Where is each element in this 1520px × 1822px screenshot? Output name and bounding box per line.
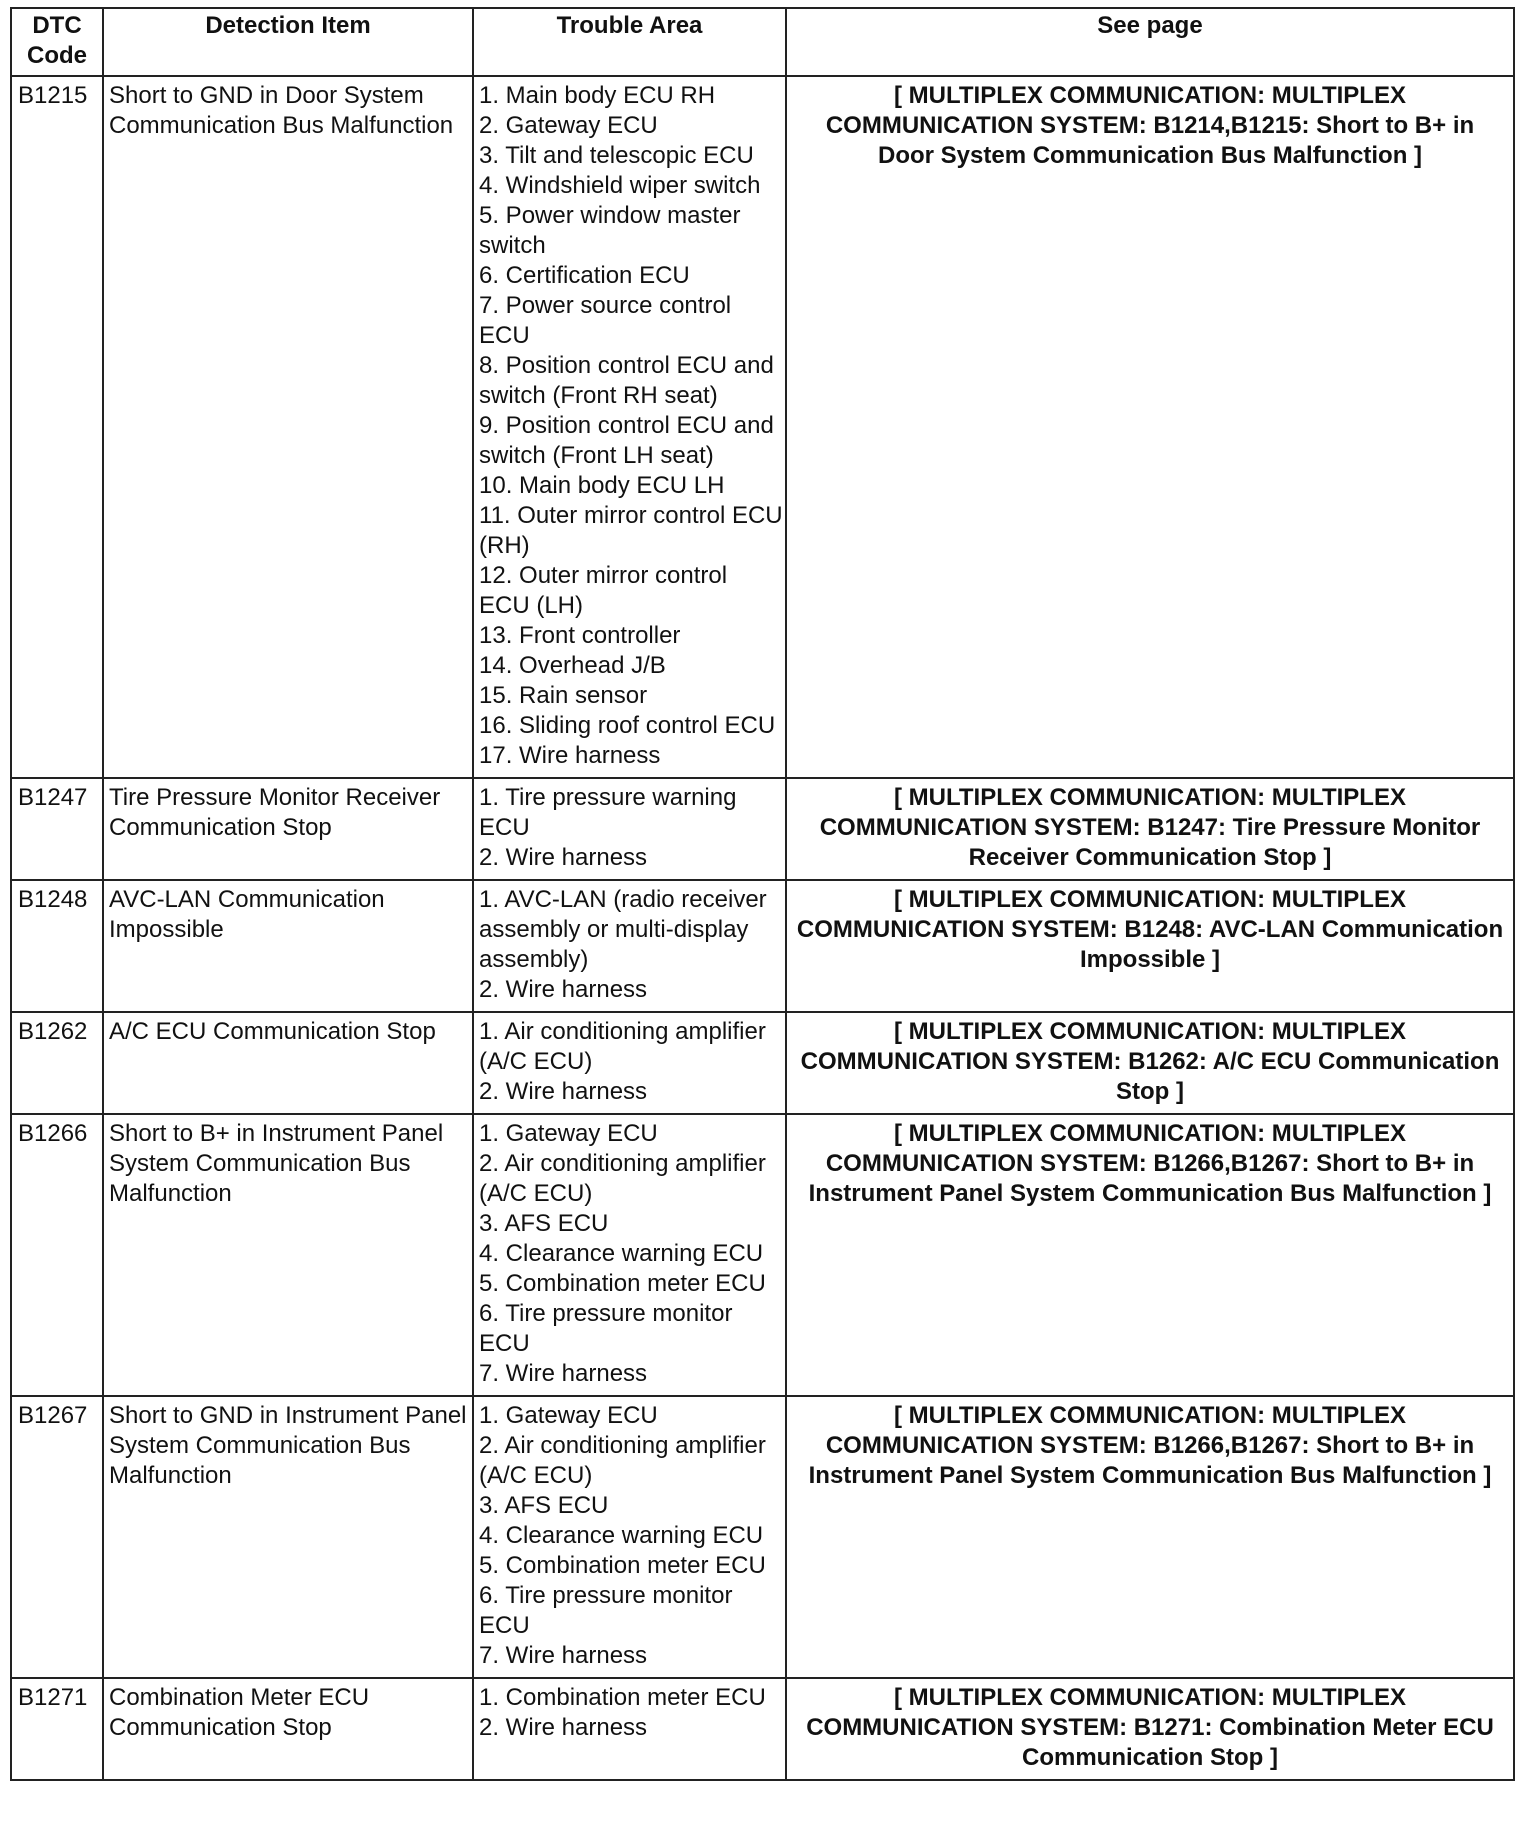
header-trouble-area: Trouble Area: [473, 8, 786, 76]
trouble-area-item: 5. Power window master switch: [479, 202, 741, 259]
trouble-area-cell: [473, 1678, 786, 1780]
trouble-area-item: 7. Wire harness: [479, 1360, 648, 1387]
table-row: [11, 1678, 1514, 1780]
trouble-area-item: 7. Wire harness: [479, 1642, 648, 1669]
dtc-code-cell: B1266: [11, 1114, 103, 1396]
trouble-area-item: 4. Clearance warning ECU: [479, 1522, 764, 1549]
trouble-area-cell: [473, 1012, 786, 1114]
detection-item-cell: Tire Pressure Monitor Receiver Communication Stop: [103, 778, 473, 880]
trouble-area-item: 1. Tire pressure warning ECU: [479, 784, 737, 841]
trouble-area-item: 2. Wire harness: [479, 1714, 648, 1741]
trouble-area-item: 2. Wire harness: [479, 844, 648, 871]
table-row: [11, 76, 1514, 778]
see-page-link[interactable]: [ MULTIPLEX COMMUNICATION: MULTIPLEX COMMUNICATION SYSTEM: B1266,B1267: Short to B+ in Instrument Panel System Communication Bus Malfunction ]: [786, 1114, 1514, 1396]
trouble-area-item: 2. Air conditioning amplifier (A/C ECU): [479, 1150, 766, 1207]
trouble-area-item: 16. Sliding roof control ECU: [479, 712, 776, 739]
dtc-code-cell: B1248: [11, 880, 103, 1012]
trouble-area-item: 4. Clearance warning ECU: [479, 1240, 764, 1267]
dtc-code-cell: B1267: [11, 1396, 103, 1678]
header-row: [11, 8, 1514, 76]
trouble-area-item: 13. Front controller: [479, 622, 681, 649]
trouble-area-item: 6. Tire pressure monitor ECU: [479, 1582, 733, 1639]
trouble-area-item: 8. Position control ECU and switch (Front RH seat): [479, 352, 774, 409]
trouble-area-item: 7. Power source control ECU: [479, 292, 732, 349]
trouble-area-cell: [473, 778, 786, 880]
trouble-area-cell: [473, 880, 786, 1012]
trouble-area-item: 17. Wire harness: [479, 742, 661, 769]
trouble-area-item: 11. Outer mirror control ECU (RH): [479, 502, 783, 559]
see-page-link[interactable]: [ MULTIPLEX COMMUNICATION: MULTIPLEX COMMUNICATION SYSTEM: B1248: AVC-LAN Communication Impossible ]: [786, 880, 1514, 1012]
trouble-area-item: 6. Certification ECU: [479, 262, 690, 289]
trouble-area-item: 15. Rain sensor: [479, 682, 648, 709]
trouble-area-item: 2. Wire harness: [479, 976, 648, 1003]
table-body: [11, 76, 1514, 1780]
trouble-area-item: 2. Wire harness: [479, 1078, 648, 1105]
trouble-area-item: 1. Gateway ECU: [479, 1120, 658, 1147]
trouble-area-item: 3. AFS ECU: [479, 1492, 609, 1519]
detection-item-cell: Short to B+ in Instrument Panel System Communication Bus Malfunction: [103, 1114, 473, 1396]
trouble-area-item: 1. Gateway ECU: [479, 1402, 658, 1429]
trouble-area-item: 12. Outer mirror control ECU (LH): [479, 562, 728, 619]
trouble-area-item: 1. Combination meter ECU: [479, 1684, 766, 1711]
table-row: [11, 1012, 1514, 1114]
trouble-area-item: 2. Gateway ECU: [479, 112, 658, 139]
detection-item-cell: Short to GND in Door System Communication Bus Malfunction: [103, 76, 473, 778]
trouble-area-item: 1. Air conditioning amplifier (A/C ECU): [479, 1018, 766, 1075]
trouble-area-item: 5. Combination meter ECU: [479, 1270, 766, 1297]
table-row: [11, 778, 1514, 880]
trouble-area-item: 6. Tire pressure monitor ECU: [479, 1300, 733, 1357]
trouble-area-cell: [473, 1114, 786, 1396]
see-page-link[interactable]: [ MULTIPLEX COMMUNICATION: MULTIPLEX COMMUNICATION SYSTEM: B1266,B1267: Short to B+ in Instrument Panel System Communication Bus Malfunction ]: [786, 1396, 1514, 1678]
trouble-area-cell: [473, 1396, 786, 1678]
table-row: [11, 880, 1514, 1012]
detection-item-cell: Combination Meter ECU Communication Stop: [103, 1678, 473, 1780]
dtc-table: [10, 7, 1515, 1781]
trouble-area-item: 14. Overhead J/B: [479, 652, 666, 679]
see-page-link[interactable]: [ MULTIPLEX COMMUNICATION: MULTIPLEX COMMUNICATION SYSTEM: B1271: Combination Meter ECU Communication Stop ]: [786, 1678, 1514, 1780]
table-row: [11, 1396, 1514, 1678]
dtc-code-cell: B1271: [11, 1678, 103, 1780]
header-detection-item: Detection Item: [103, 8, 473, 76]
table-row: [11, 1114, 1514, 1396]
trouble-area-item: 1. AVC-LAN (radio receiver assembly or multi-display assembly): [479, 886, 767, 973]
dtc-code-cell: B1215: [11, 76, 103, 778]
dtc-code-cell: B1247: [11, 778, 103, 880]
see-page-link[interactable]: [ MULTIPLEX COMMUNICATION: MULTIPLEX COMMUNICATION SYSTEM: B1247: Tire Pressure Monitor Receiver Communication Stop ]: [786, 778, 1514, 880]
trouble-area-cell: [473, 76, 786, 778]
trouble-area-item: 1. Main body ECU RH: [479, 82, 716, 109]
see-page-link[interactable]: [ MULTIPLEX COMMUNICATION: MULTIPLEX COMMUNICATION SYSTEM: B1214,B1215: Short to B+ in Door System Communication Bus Malfunction ]: [786, 76, 1514, 778]
detection-item-cell: AVC-LAN Communication Impossible: [103, 880, 473, 1012]
trouble-area-item: 5. Combination meter ECU: [479, 1552, 766, 1579]
header-see-page: See page: [786, 8, 1514, 76]
see-page-link[interactable]: [ MULTIPLEX COMMUNICATION: MULTIPLEX COMMUNICATION SYSTEM: B1262: A/C ECU Communication Stop ]: [786, 1012, 1514, 1114]
detection-item-cell: A/C ECU Communication Stop: [103, 1012, 473, 1114]
trouble-area-item: 3. AFS ECU: [479, 1210, 609, 1237]
trouble-area-item: 2. Air conditioning amplifier (A/C ECU): [479, 1432, 766, 1489]
dtc-code-cell: B1262: [11, 1012, 103, 1114]
trouble-area-item: 4. Windshield wiper switch: [479, 172, 761, 199]
trouble-area-item: 9. Position control ECU and switch (Front LH seat): [479, 412, 774, 469]
trouble-area-item: 3. Tilt and telescopic ECU: [479, 142, 754, 169]
header-dtc-code: DTC Code: [11, 8, 103, 76]
detection-item-cell: Short to GND in Instrument Panel System Communication Bus Malfunction: [103, 1396, 473, 1678]
trouble-area-item: 10. Main body ECU LH: [479, 472, 725, 499]
